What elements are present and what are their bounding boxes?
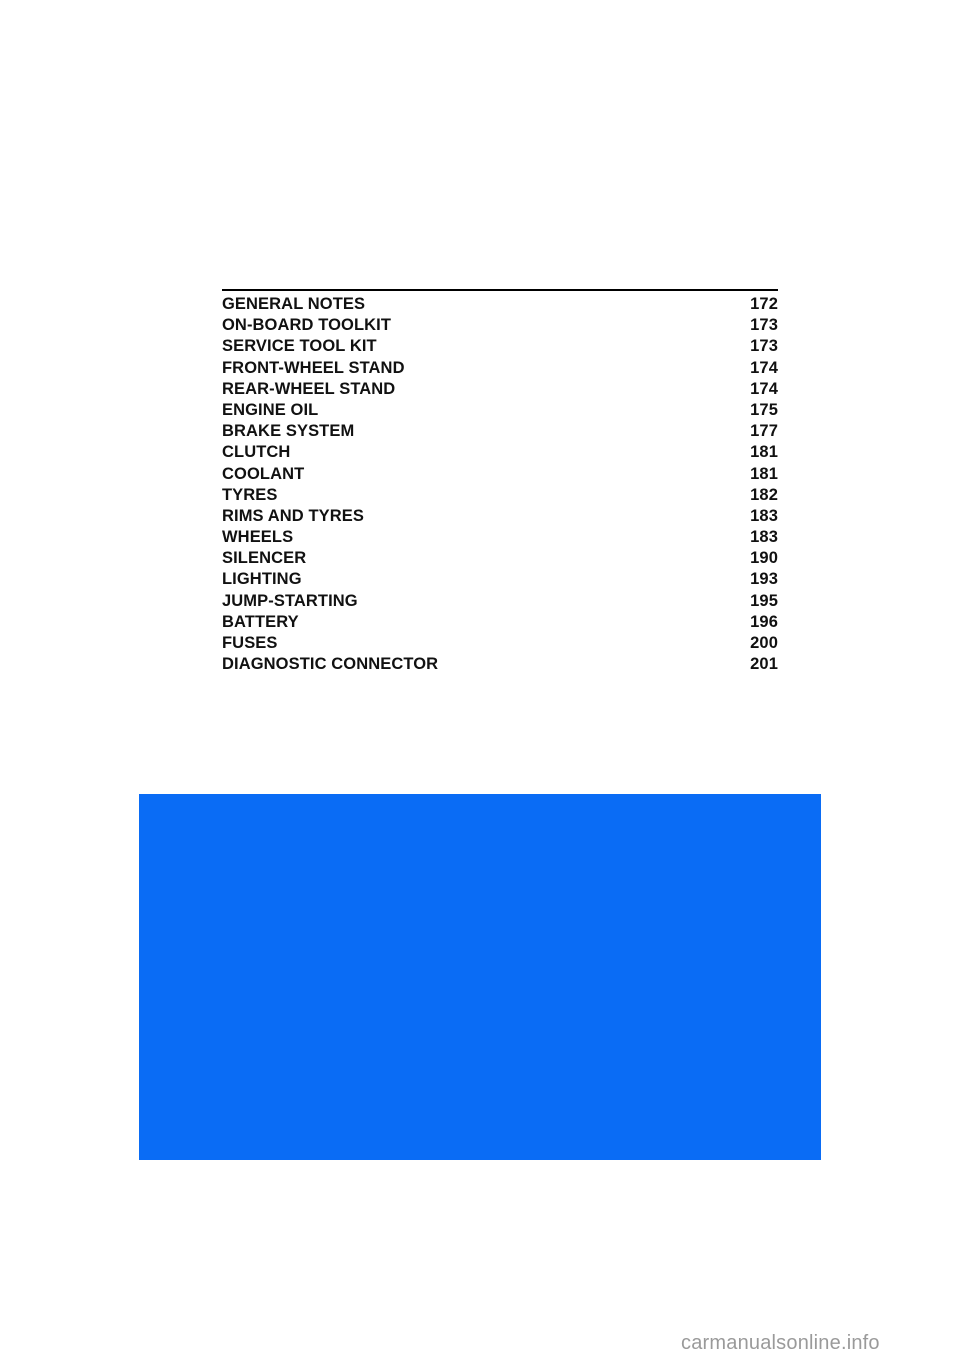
toc-entry-page: 201 <box>750 655 778 674</box>
toc-top-rule <box>222 289 778 291</box>
toc-entry-page: 174 <box>750 379 778 398</box>
toc-entry-title: TYRES <box>222 485 278 504</box>
toc-entry-page: 193 <box>750 570 778 589</box>
toc-entry[interactable] <box>222 421 778 442</box>
toc-entry[interactable] <box>222 506 778 527</box>
toc-entry-title: FUSES <box>222 634 278 652</box>
toc-entry-title: JUMP-STARTING <box>222 591 358 610</box>
toc-entry[interactable] <box>222 400 778 421</box>
toc-entry-page: 181 <box>750 443 778 462</box>
toc-entry-page: 200 <box>750 634 778 652</box>
toc-entry-page: 190 <box>750 549 778 568</box>
toc-entry[interactable] <box>222 633 778 654</box>
toc-entry-title: DIAGNOSTIC CONNECTOR <box>222 655 439 674</box>
toc-entry-title: CLUTCH <box>222 443 291 462</box>
toc-entry[interactable] <box>222 336 778 357</box>
toc-entry-title: GENERAL NOTES <box>222 295 366 313</box>
table-of-contents <box>222 289 778 675</box>
toc-entry[interactable] <box>222 548 778 569</box>
toc-entry-title: LIGHTING <box>222 570 302 589</box>
toc-entry-page: 173 <box>750 337 778 356</box>
toc-entry[interactable] <box>222 379 778 400</box>
toc-entry[interactable] <box>222 569 778 590</box>
toc-entry[interactable] <box>222 527 778 548</box>
toc-entry-page: 172 <box>750 295 778 313</box>
toc-entry-title: BRAKE SYSTEM <box>222 422 355 441</box>
toc-entry[interactable] <box>222 442 778 463</box>
toc-entry[interactable] <box>222 485 778 506</box>
toc-entry[interactable] <box>222 654 778 675</box>
toc-entry-title: FRONT-WHEEL STAND <box>222 358 405 377</box>
toc-entry[interactable] <box>222 612 778 633</box>
toc-entry[interactable] <box>222 358 778 379</box>
toc-entry-title: SILENCER <box>222 549 307 568</box>
toc-entry[interactable] <box>222 294 778 315</box>
toc-entry-title: RIMS AND TYRES <box>222 506 364 525</box>
toc-entry-title: ENGINE OIL <box>222 400 319 419</box>
toc-entry-title: COOLANT <box>222 464 305 483</box>
toc-entry-title: SERVICE TOOL KIT <box>222 337 377 356</box>
toc-entry-title: REAR-WHEEL STAND <box>222 379 396 398</box>
blue-color-panel <box>139 794 821 1160</box>
toc-entry-page: 174 <box>750 358 778 377</box>
toc-entry-page: 195 <box>750 591 778 610</box>
toc-entry-title: BATTERY <box>222 612 299 631</box>
toc-entry-page: 173 <box>750 316 778 335</box>
toc-entry-page: 196 <box>750 612 778 631</box>
toc-entry-page: 181 <box>750 464 778 483</box>
toc-entry[interactable] <box>222 315 778 336</box>
toc-entry[interactable] <box>222 591 778 612</box>
toc-entry-page: 182 <box>750 485 778 504</box>
toc-entry-page: 183 <box>750 506 778 525</box>
toc-entry-title: WHEELS <box>222 528 294 547</box>
toc-entry[interactable] <box>222 464 778 485</box>
toc-entry-page: 177 <box>750 422 778 441</box>
watermark-text: carmanualsonline.info <box>681 1332 880 1354</box>
toc-entry-title: ON-BOARD TOOLKIT <box>222 316 392 335</box>
toc-entry-page: 183 <box>750 528 778 547</box>
toc-entry-page: 175 <box>750 400 778 419</box>
toc-list <box>222 294 778 675</box>
